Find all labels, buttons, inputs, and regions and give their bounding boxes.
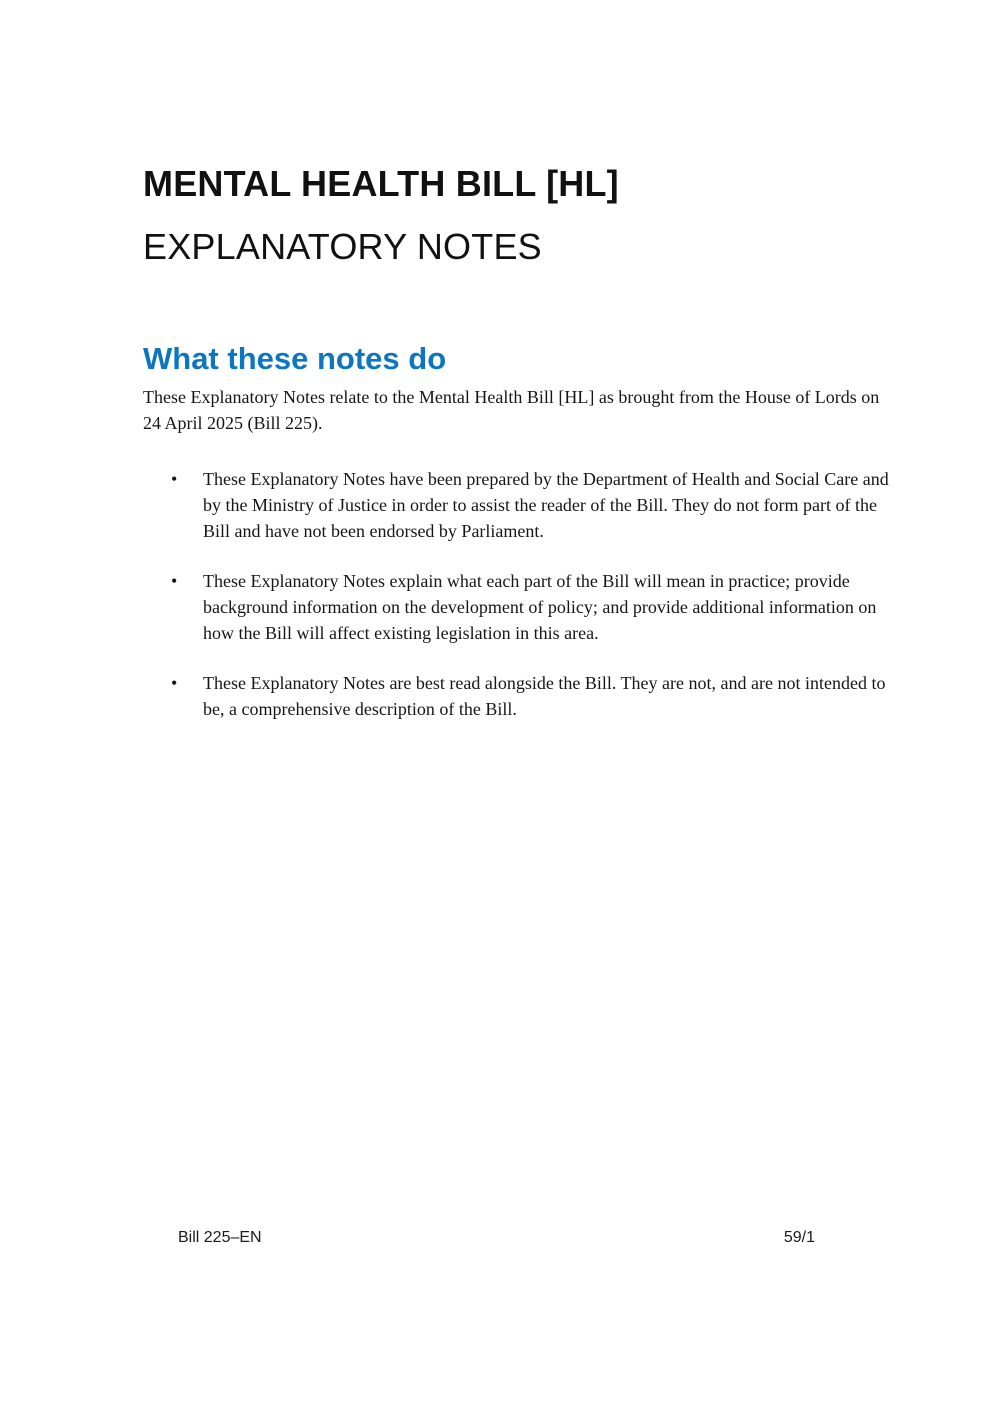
footer-session-number: 59/1 bbox=[783, 1229, 815, 1246]
document-title: MENTAL HEALTH BILL [HL] bbox=[143, 163, 619, 205]
bullet-icon: • bbox=[171, 571, 178, 591]
bullet-text: These Explanatory Notes are best read alongside the Bill. They are not, and are not intended to be, a comprehensive description of the Bill. bbox=[203, 673, 886, 719]
document-subtitle: EXPLANATORY NOTES bbox=[143, 225, 542, 267]
footer-bill-reference: Bill 225–EN bbox=[178, 1229, 262, 1246]
bullet-icon: • bbox=[171, 673, 178, 693]
bullet-list bbox=[143, 466, 895, 746]
list-item bbox=[143, 568, 895, 646]
intro-paragraph: These Explanatory Notes relate to the Mental Health Bill [HL] as brought from the House of Lords on 24 April 2025 (Bill 225). bbox=[143, 387, 880, 433]
bullet-text: These Explanatory Notes explain what each part of the Bill will mean in practice; provide background information on the development of policy; and provide additional information on how the Bill will affect existing legislation in this area. bbox=[203, 571, 877, 643]
bullet-text: These Explanatory Notes have been prepared by the Department of Health and Social Care and by the Ministry of Justice in order to assist the reader of the Bill. They do not form part of the Bill and have not been endorsed by Parliament. bbox=[203, 469, 889, 541]
list-item bbox=[143, 466, 895, 544]
list-item bbox=[143, 670, 895, 722]
section-heading: What these notes do bbox=[143, 341, 447, 376]
bullet-icon: • bbox=[171, 469, 178, 489]
